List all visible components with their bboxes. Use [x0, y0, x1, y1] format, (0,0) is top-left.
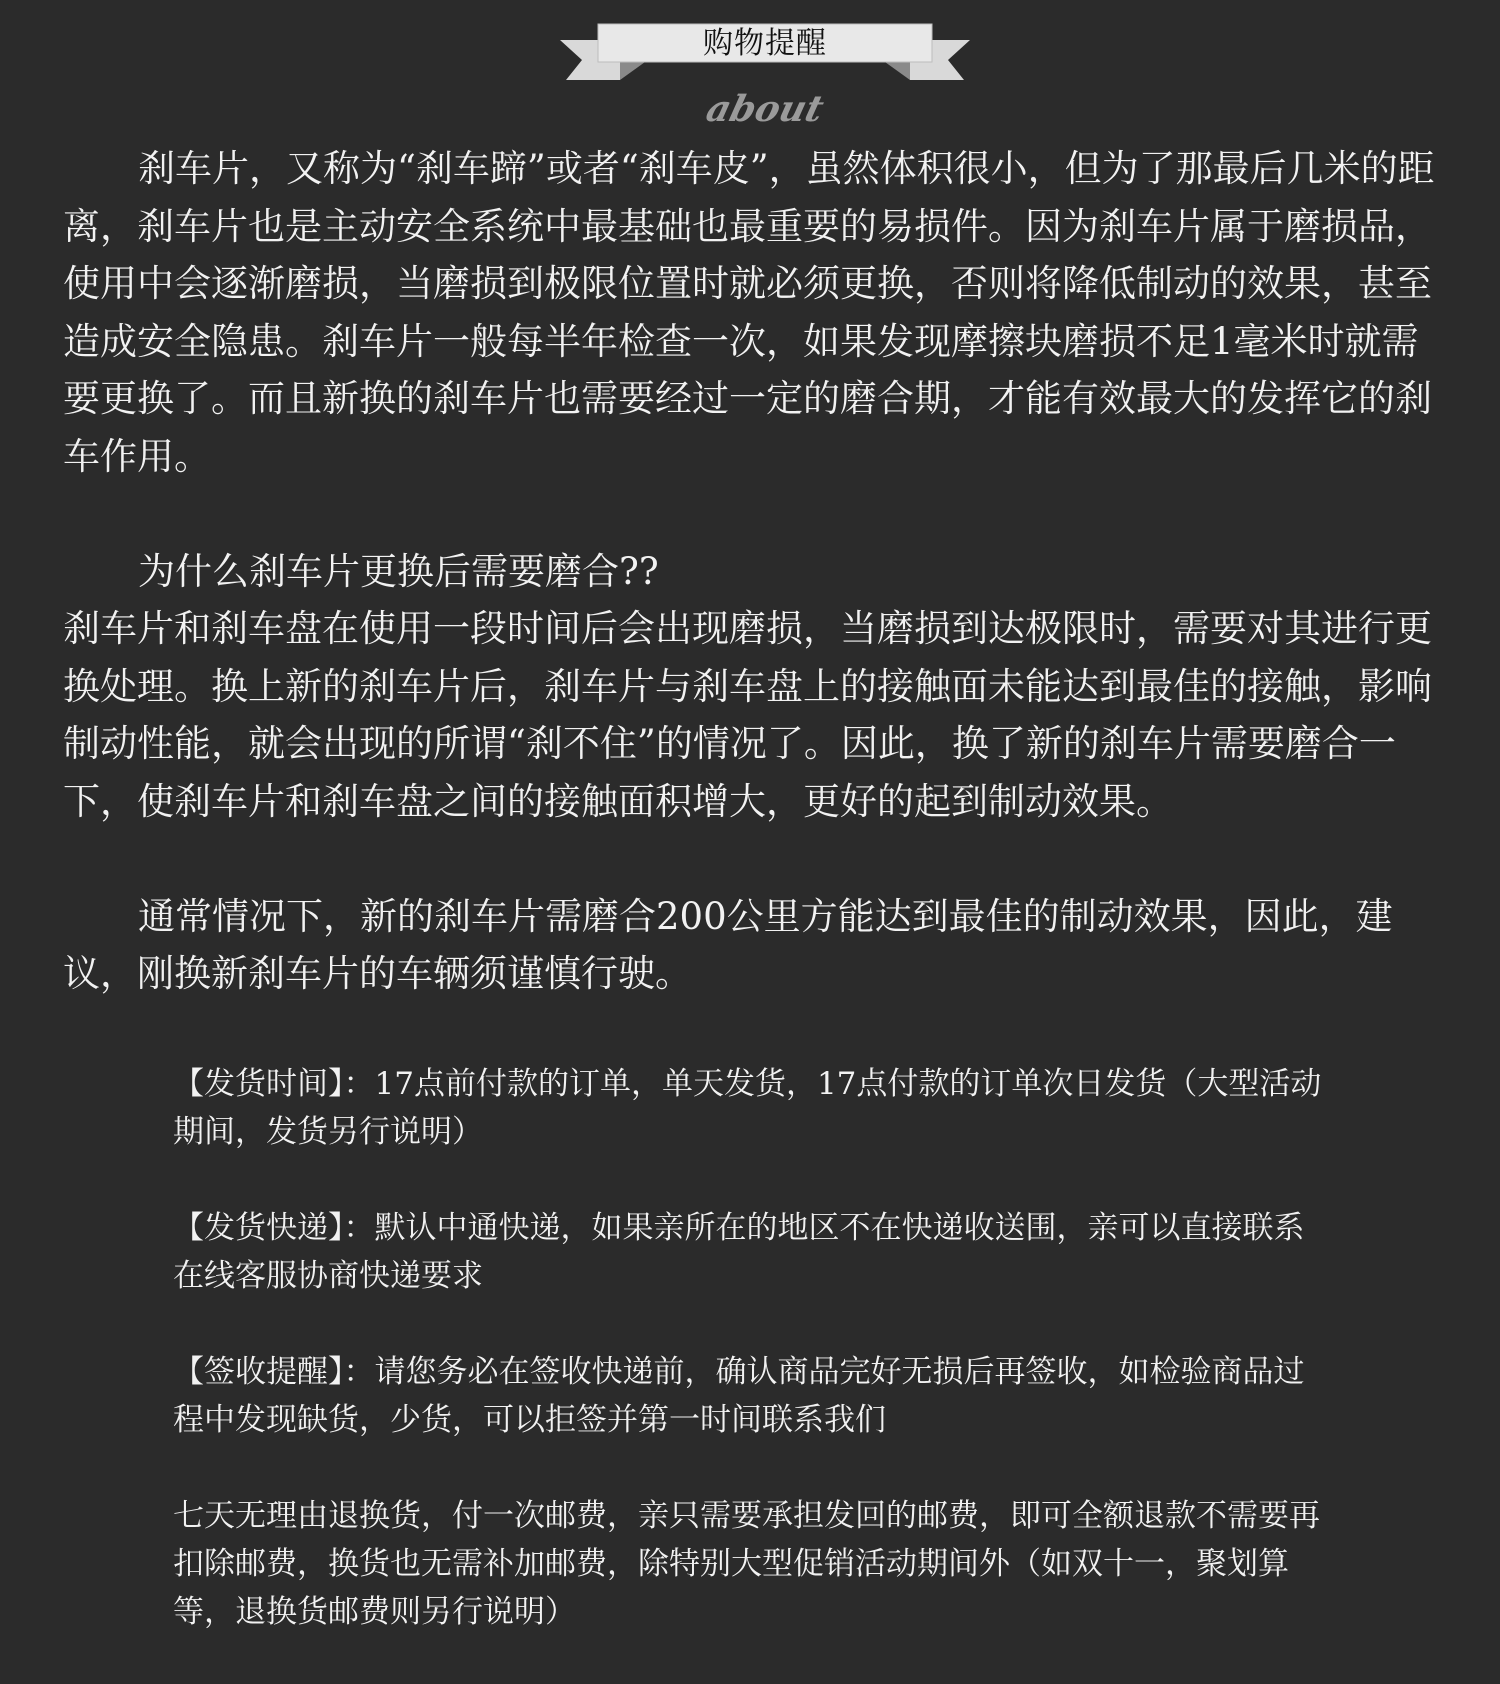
shop-notices — [173, 1060, 1333, 1684]
notice-shipping-courier: 【发货快递】：默认中通快递，如果亲所在的地区不在快递收送围，亲可以直接联系在线客服协商快递要求 — [173, 1210, 1305, 1294]
notice-receipt-reminder: 【签收提醒】：请您务必在签收快递前，确认商品完好无损后再签收，如检验商品过程中发现缺货，少货，可以拒签并第一时间联系我们 — [173, 1354, 1305, 1438]
about-script-text: about — [702, 88, 828, 130]
notice-return-policy: 七天无理由退换货，付一次邮费，亲只需要承担发回的邮费，即可全额退款不需要再扣除邮费，换货也无需补加邮费，除特别大型促销活动期间外（如双十一，聚划算等，退换货邮费则另行说明） — [173, 1498, 1320, 1630]
page-title: 购物提醒 — [703, 26, 827, 61]
notice-shipping-time: 【发货时间】：17点前付款的订单，单天发货，17点付款的订单次日发货（大型活动期间，发货另行说明） — [173, 1066, 1322, 1150]
ribbon-right-fold — [885, 62, 910, 80]
intro-paragraph: 刹车片，又称为“刹车蹄”或者“刹车皮”，虽然体积很小，但为了那最后几米的距离，刹车片也是主动安全系统中最基础也最重要的易损件。因为刹车片属于磨损品，使用中会逐渐磨损，当磨损到极限位置时就必须更换，否则将降低制动的效果，甚至造成安全隐患。刹车片一般每半年检查一次，如果发现摩擦块磨损不足1毫米时就需要更换了。而且新换的刹车片也需要经过一定的磨合期，才能有效最大的发挥它的刹车作用。 — [63, 147, 1435, 478]
recommendation-paragraph: 通常情况下，新的刹车片需磨合200公里方能达到最佳的制动效果，因此，建议，刚换新刹车片的车辆须谨慎行驶。 — [63, 894, 1393, 995]
question-heading: 为什么刹车片更换后需要磨合?? — [138, 549, 659, 593]
article-body — [63, 140, 1448, 1003]
title-ribbon — [560, 22, 970, 84]
ribbon-left-fold — [620, 62, 645, 80]
break-in-paragraph: 刹车片和刹车盘在使用一段时间后会出现磨损，当磨损到达极限时，需要对其进行更换处理。换上新的刹车片后，刹车片与刹车盘上的接触面未能达到最佳的接触，影响制动性能，就会出现的所谓“刹不住”的情况了。因此，换了新的刹车片需要磨合一下，使刹车片和刹车盘之间的接触面积增大，更好的起到制动效果。 — [63, 607, 1432, 823]
